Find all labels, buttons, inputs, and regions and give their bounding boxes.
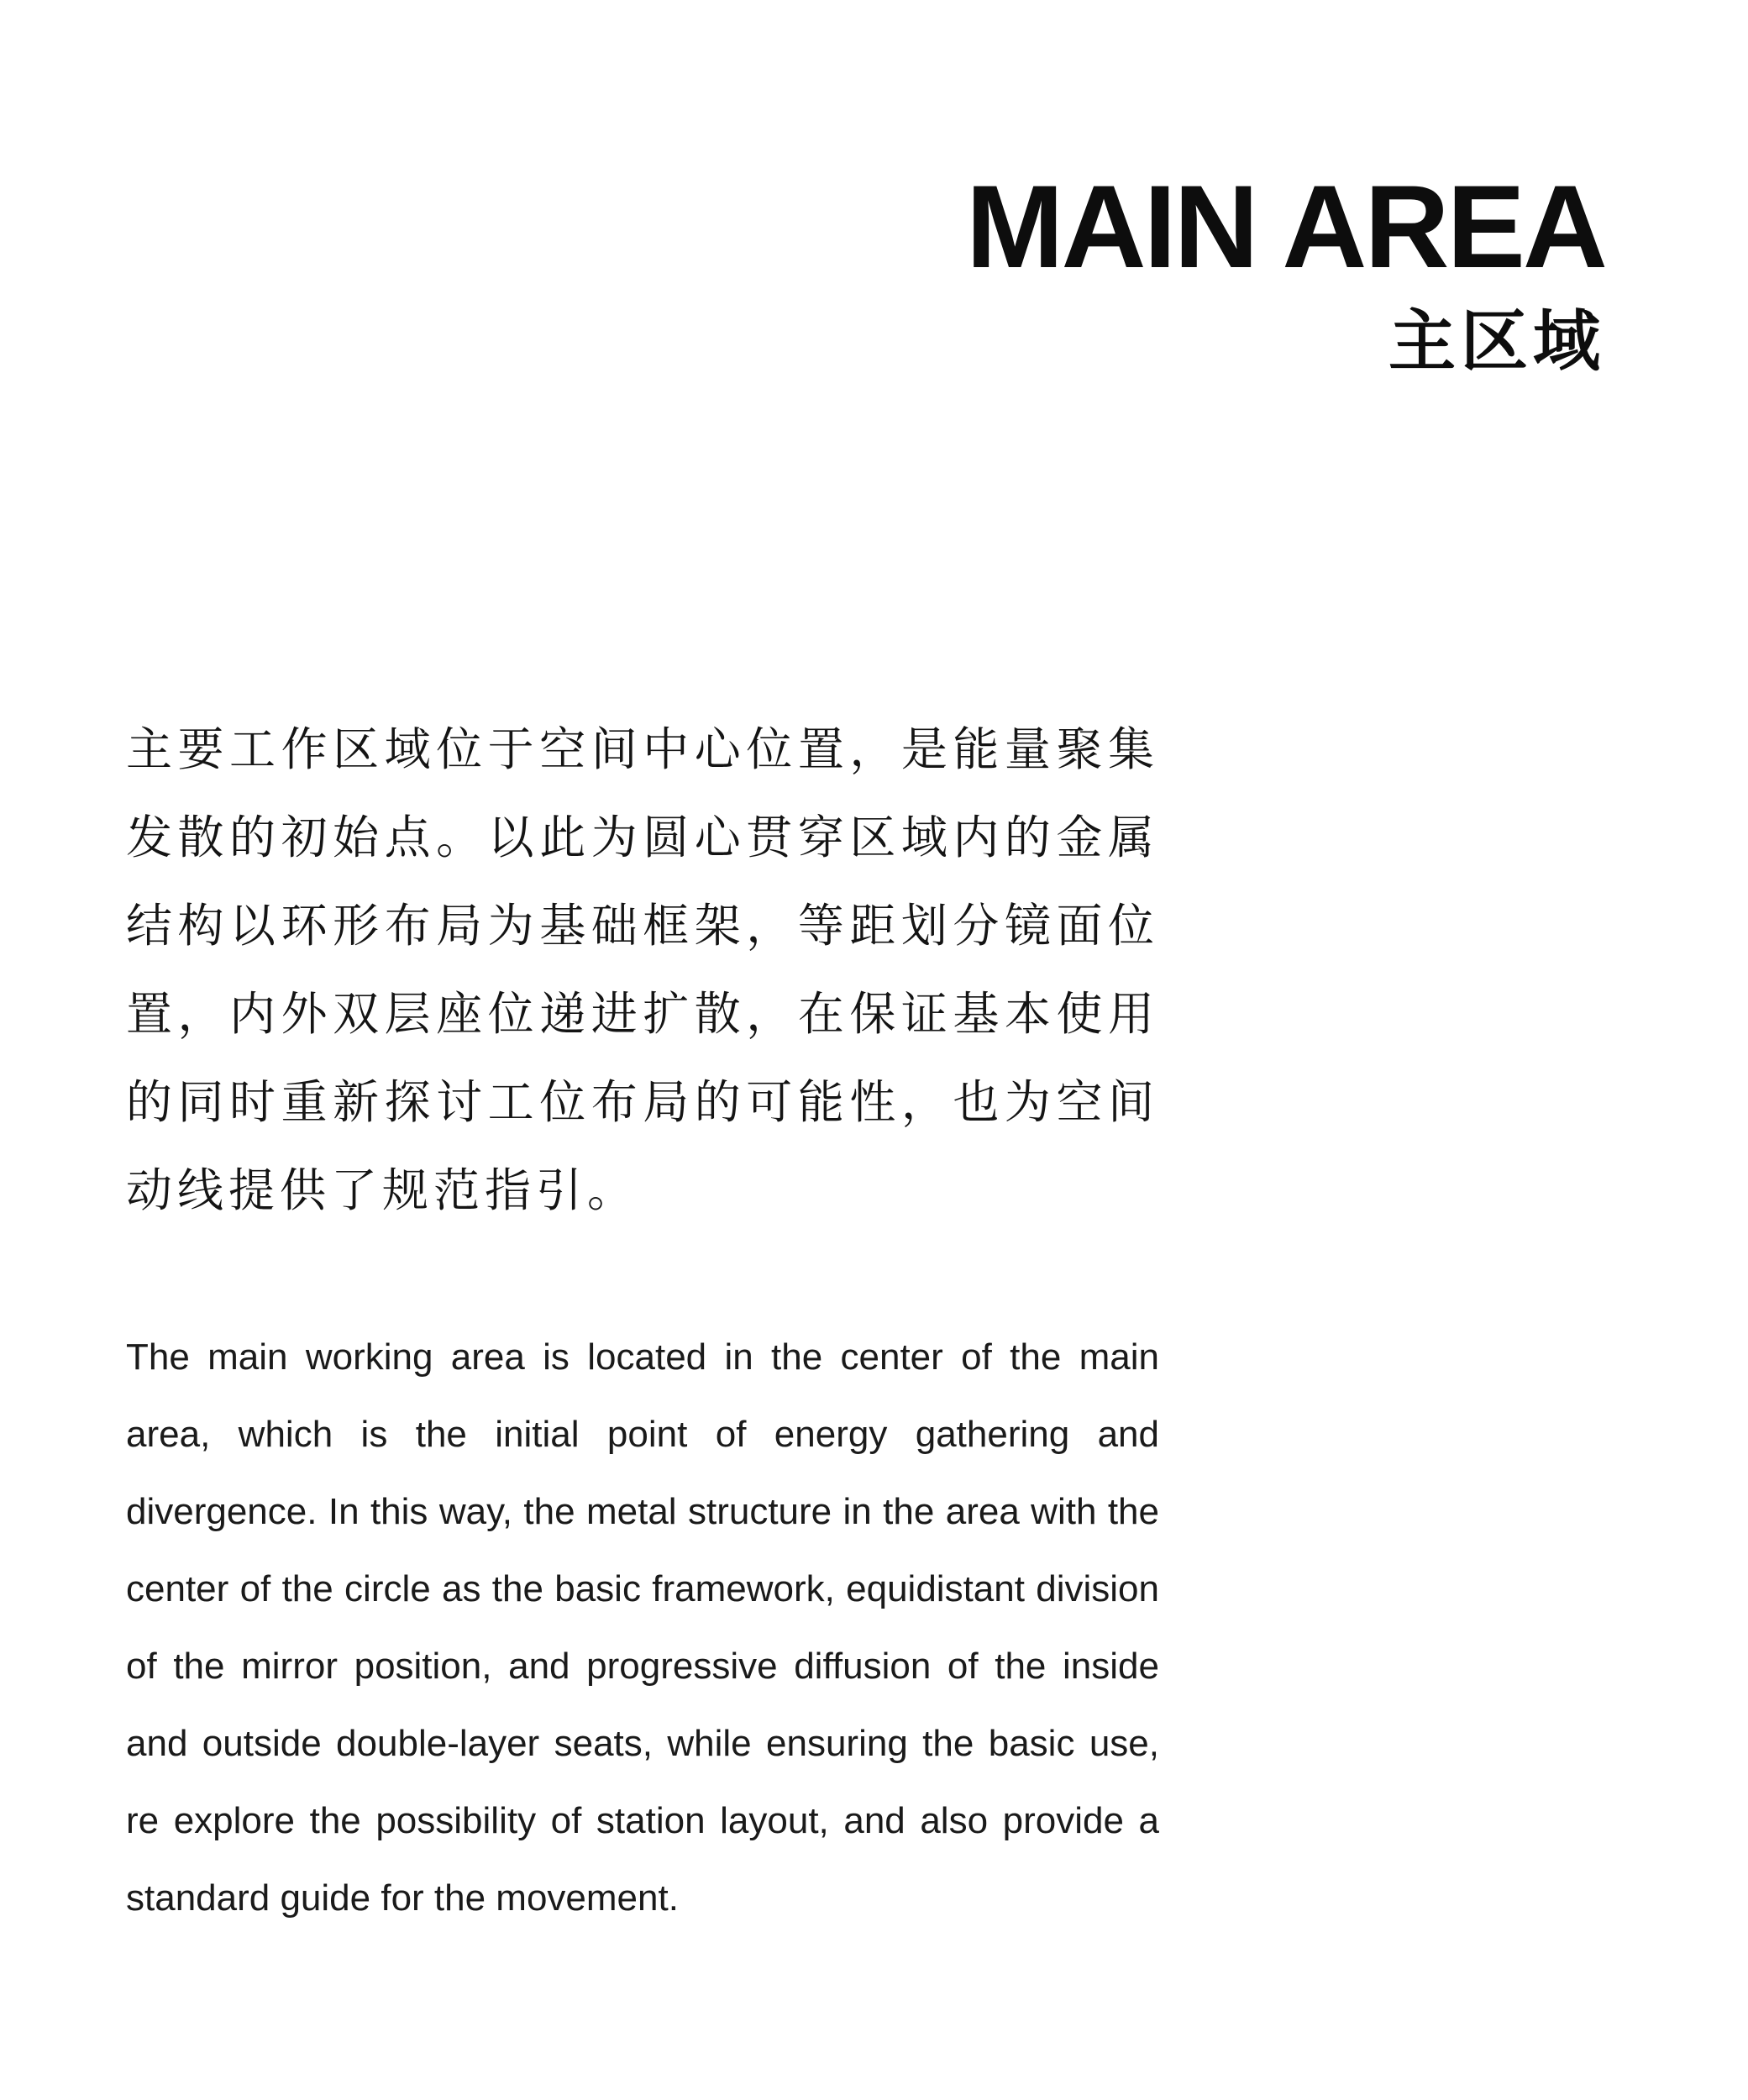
- description-english: The main working area is located in the center of the main area, which is the initial point of energy gathering and divergence. In this way, the metal structure in the area with the center of the circle as the basic framework, equidistant division of the mirror position, and progressive diffusion of the inside and outside double-layer seats, while ensuring the basic use, re explore the possibility of station layout, and also provide a standard guide for the movement.: [126, 1336, 1159, 1919]
- description-chinese: 主要工作区域位于空间中心位置，是能量聚集发散的初始点。以此为圆心贯穿区域内的金属结构以环形布局为基础框架，等距划分镜面位置，内外双层座位递进扩散，在保证基本使用的同时重新探讨工位布局的可能性，也为空间动线提供了规范指引。: [126, 722, 1159, 1217]
- page-header: [965, 160, 1605, 381]
- page-title-english: MAIN AREA: [965, 160, 1605, 292]
- page-title-chinese: 主区域: [1388, 302, 1605, 381]
